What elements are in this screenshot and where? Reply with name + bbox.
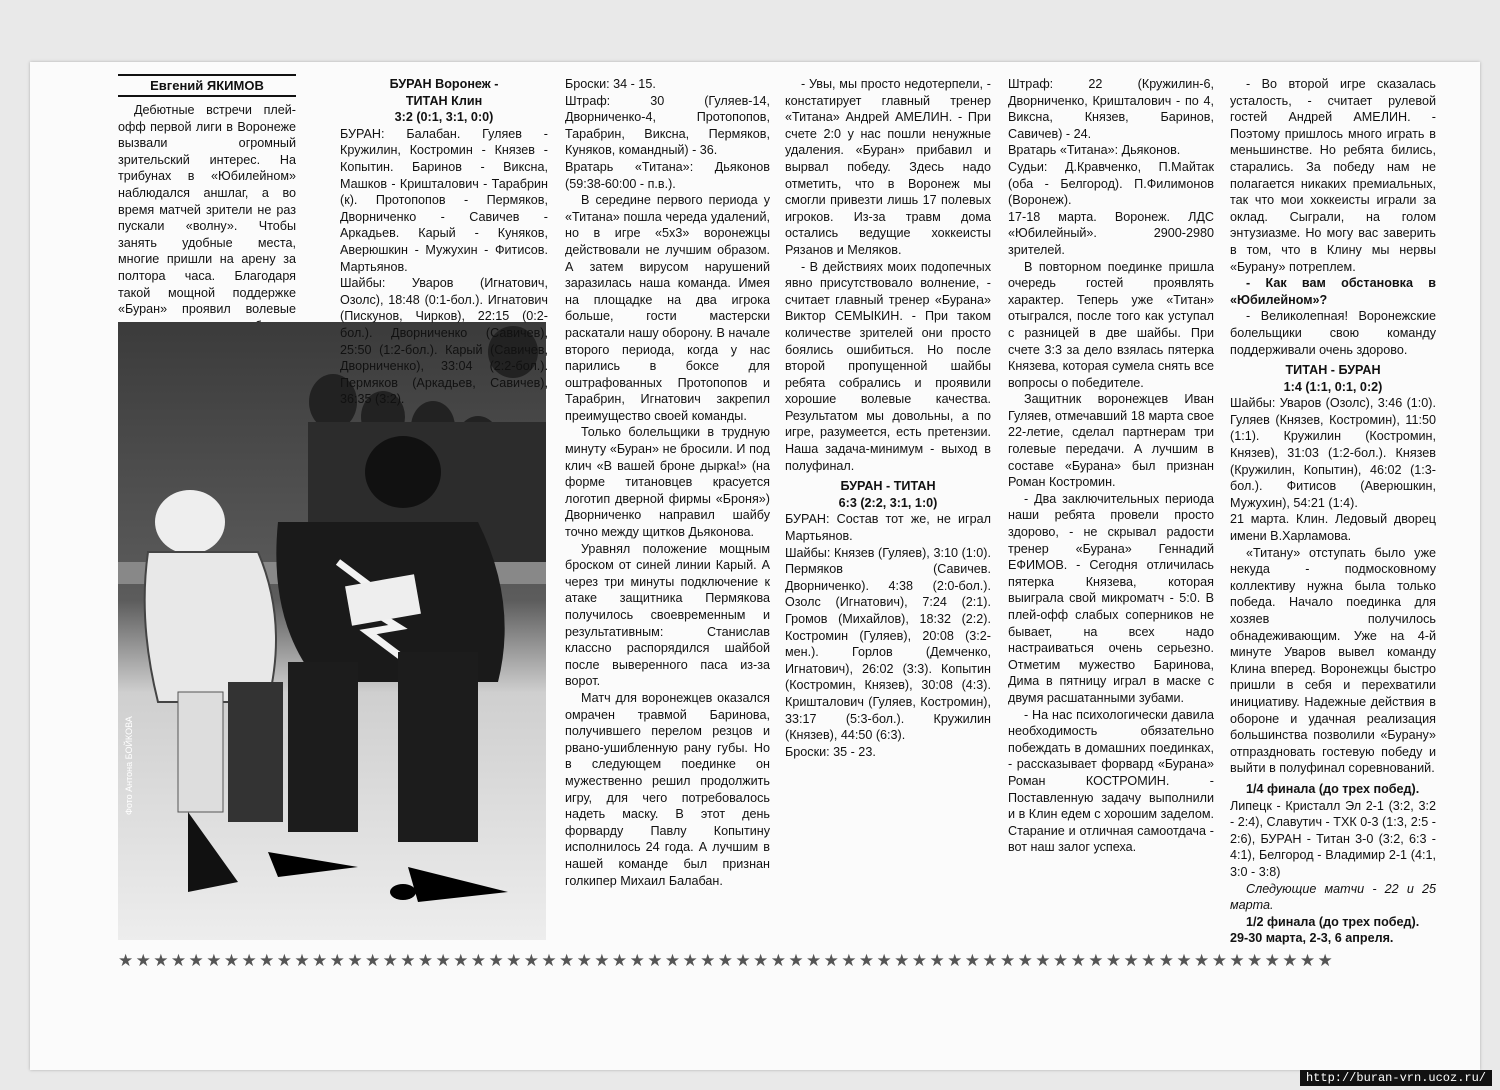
interview-answer: - Великолепная! Воронежские болельщики свою команду поддерживали очень здорово. <box>1230 309 1436 357</box>
hockey-players-image <box>118 322 546 940</box>
match2-title: БУРАН - ТИТАН <box>840 479 936 494</box>
match2-score: 6:3 (2:2, 3:1, 1:0) <box>838 495 938 510</box>
match3-score: 1:4 (1:1, 0:1, 0:2) <box>1283 379 1383 394</box>
match2-shots: Броски: 35 - 23. <box>785 744 876 759</box>
match1-paragraph: В середине первого периода у «Титана» пошла череда удалений, но в игре «5х3» воронежцы действовали не лучшим образом. А затем вирусом нарушений заразилась наша команда. Имея на площадке на два игрока больше, гости мастерски раскатали нашу оборону. В начале второго периода, когда у нас парились в боксе для оштрафованных Протопопов и Тарабрин, Игнатович закрепил преимущество своей команды. <box>565 193 770 423</box>
match3-venue: 21 марта. Клин. Ледовый дворец имени В.Харламова. <box>1230 512 1436 544</box>
hockey-photo <box>118 322 546 940</box>
match2-paragraph: - Во второй игре сказалась усталость, - считает рулевой гостей Андрей АМЕЛИН. - Поэтому пришлось много играть в меньшинстве. Но ребята бились, старались. За победу нам не полагается никаких премиальных, так что мои хоккеисты играли за оклад. Сыграли, на голом энтузиазме. Но могу вас заверить в том, что в Клину мы нервы «Бурану» потреплем. <box>1230 77 1436 274</box>
match2-goalie: Вратарь «Титана»: Дьяконов. <box>1008 143 1181 158</box>
match1-score: 3:2 (0:1, 3:1, 0:0) <box>394 110 494 125</box>
match1-goals: Шайбы: Уваров (Игнатович, Озолс), 18:48 (0:1-бол.). Игнатович (Пискунов, Чирков), 22:15 (0:2-бол.). Дворниченко (Савичев), 25:50 (1:2-бол.). Карый (Савичев, Дворниченко), 33:04 (2:2-бол.). Пермяков (Аркадьев, Савичев), 36:35 (3:2). <box>340 276 548 407</box>
match1-title-line2: ТИТАН Клин <box>405 93 483 108</box>
coach-quote-semykin: - В действиях моих подопечных явно присутствовало волнение, - считает главный тренер «Бурана» Виктор СЕМЫКИН. - При таком количестве зрителей они просто боялись ошибиться. Но после второй пропущенной шайбы ребята собрались и проявили хорошие волевые качества. Результатом мы довольны, а по игре, разумеется, есть претензии. Наша задача-минимум - выход в полуфинал. <box>785 259 991 473</box>
match1-report-column <box>565 76 770 940</box>
match2-lineup: БУРАН: Состав тот же, не играл Мартьянов. <box>785 512 991 544</box>
match3-column <box>1230 76 1436 946</box>
match1-shots: Броски: 34 - 15. <box>565 77 656 91</box>
match2-penalties: Штраф: 22 (Кружилин-6, Дворниченко, Кришталович - по 4, Виксна, Князев, Баринов, Савичев) - 24. <box>1008 77 1214 141</box>
source-url-link[interactable]: http://buran-vrn.ucoz.ru/ <box>1300 1070 1492 1086</box>
coach-quote-amelin: - Увы, мы просто недотерпели, - констатирует главный тренер «Титана» Андрей АМЕЛИН. - При счете 2:0 у нас пошли ненужные удаления. «Буран» прибавил и вырвал победу. Здесь надо отметить, что в Воронеж мы смогли привезти лишь 17 полевых игроков. Из-за травм дома остались ведущие хоккеисты Рязанов и Меляков. <box>785 77 991 257</box>
match1-penalties: Штраф: 30 (Гуляев-14, Дворниченко-4, Протопопов, Тарабрин, Виксна, Пермяков, Куняков, командный) - 36. <box>565 93 770 158</box>
match3-goals: Шайбы: Уваров (Озолс), 3:46 (1:0). Гуляев (Князев, Костромин), 11:50 (1:1). Кружилин (Костромин, Князев), 31:03 (1:2-бол.). Князев (Кружилин, Копытин), 46:02 (1:3-бол.). Фитисов (Аверюшкин, Мужухин), 54:21 (1:4). <box>1230 396 1436 510</box>
photo-credit: Фото Антона БОЙКОВА <box>124 716 134 815</box>
match2-paragraph: Защитник воронежцев Иван Гуляев, отмечавший 18 марта свое 22-летие, сделал партнерам три голевые передачи. А лучшим в составе «Бурана» был признан Роман Костромин. <box>1008 392 1214 490</box>
match1-paragraph: Только болельщики в трудную минуту «Буран» не бросили. И под клич «В вашей броне дырка!» (на форме титановцев красуется логотип дверной фирмы «Броня») Дворниченко направил шайбу точно между щитков Дьяконова. <box>565 425 770 540</box>
match2-paragraph: - На нас психологически давила необходимость обязательно побеждать в домашних поединках, - рассказывает форвард «Бурана» Роман КОСТРОМИН. - Поставленную задачу выполнили и в Клин едем с хорошим заделом. Старание и отличная самоотдача - вот наш залог успеха. <box>1008 707 1214 855</box>
coaches-column <box>785 76 991 940</box>
match1-title-line1: БУРАН Воронеж - <box>389 77 499 91</box>
match2-column <box>1008 76 1214 940</box>
match2-goals: Шайбы: Князев (Гуляев), 3:10 (1:0). Пермяков (Савичев. Дворниченко). 4:38 (2:0-бол.). Озолс (Игнатович), 7:24 (2:1). Громов (Михайлов), 18:32 (2:2). Костромин (Гуляев), 20:08 (3:2-мен.). Горлов (Демченко, Игнатович), 26:02 (3:3). Копытин (Костромин, Князев), 30:08 (4:3). Кришталович (Гуляев, Костромин), 33:17 (5:3-бол.). Кружилин (Князев), 44:50 (6:3). <box>785 545 991 743</box>
star-divider: ★★★★★★★★★★★★★★★★★★★★★★★★★★★★★★★★★★★★★★★★★★★★★★★★★★★★★★★★★★★★★★★★★★★★★ <box>118 951 1336 970</box>
match1-paragraph: Уравнял положение мощным броском от синей линии Карый. А через три минуты подключение к атаке защитника Пермякова получилось своевременным и результативным: Станислав классно распорядился шайбой после выверенного паса из-за ворот. <box>565 541 770 689</box>
match1-paragraph: Матч для воронежцев оказался омрачен травмой Баринова, получившего перелом резцов и рвано-ушибленную рану губы. Но в следующем поединке он мужественно решил продолжить игру, для чего потребовалось надеть маску. В этот день форварду Павлу Копытину исполнилось 24 года. А лучшим в нашей команде был признан голкипер Михаил Балабан. <box>565 690 770 888</box>
match3-paragraph: «Титану» отступать было уже некуда - подмосковному коллективу нужна была только победа. Начало поединка для хозяев получилось обнадеживающим. Уже на 4-й минуте Уваров вывел команду Клина вперед. Воронежцы быстро пришли в себя и перехватили инициативу. Надежные действия в обороне и удачная реализация большинства позволили «Бурану» отпраздновать гостевую победу и выйти в полуфинал соревнований. <box>1230 545 1436 776</box>
match2-paragraph: В повторном поединке пришла очередь гостей проявлять характер. Теперь уже «Титан» отыгрался, после того как уступал с разницей в две шайбы. При счете 3:3 за дело взялась пятерка Князева, которая сумела снять все вопросы о победителе. <box>1008 259 1214 390</box>
intro-column <box>118 102 296 316</box>
quarterfinals-results: Липецк - Кристалл Эл 2-1 (3:2, 3:2 - 2:4), Славутич - ТХК 0-3 (1:3, 2:5 - 2:6), БУРАН - Титан 3-0 (3:2, 6:3 - 4:1), Белгород - Владимир 2-1 (4:1, 3:0 - 3:8) <box>1230 798 1436 879</box>
next-matches: Следующие матчи - 22 и 25 марта. <box>1230 881 1436 913</box>
match1-lineup: БУРАН: Балабан. Гуляев - Кружилин, Костромин - Князев - Копытин. Баринов - Виксна, Машков - Кришталович - Тарабрин (к). Протопопов - Пермяков, Дворниченко - Савичев - Аркадьев. Карый - Куняков, Аверюшкин - Мужухин - Фитисов. Мартьянов. <box>340 126 548 274</box>
match2-paragraph: - Два заключительных периода наши ребята провели просто здорово, - не скрывал радости тренер «Бурана» Геннадий ЕФИМОВ. - Сегодня отличилась пятерка Князева, которая выиграла свой микроматч - 5:0. В плей-офф слабых соперников не бывает, на всех надо настраиваться очень серьезно. Отметим мужество Баринова, Дима в пятницу играл в маске с двумя расшатанными зубами. <box>1008 491 1214 705</box>
match2-referees: Судьи: Д.Кравченко, П.Майтак (оба - Белгород). П.Филимонов (Воронеж). <box>1008 159 1214 208</box>
match2-venue: 17-18 марта. Воронеж. ЛДС «Юбилейный». 2900-2980 зрителей. <box>1008 209 1214 257</box>
quarterfinals-title: 1/4 финала (до трех побед). <box>1246 781 1420 796</box>
interview-question: - Как вам обстановка в «Юбилейном»? <box>1230 276 1436 307</box>
match1-column <box>340 76 548 407</box>
match1-goalie: Вратарь «Титана»: Дьяконов (59:38-60:00 - п.в.). <box>565 159 770 191</box>
match3-title: ТИТАН - БУРАН <box>1285 363 1381 378</box>
semifinals-title: 1/2 финала (до трех побед). <box>1246 914 1420 929</box>
intro-paragraph: Дебютные встречи плей-офф первой лиги в Воронеже вызвали огромный зрительский интерес. На трибунах в «Юбилейном» наблюдался аншлаг, а во время матчей зрители не раз пускали «волну». Чтобы занять удобные места, многие пришли на арену за полтора часа. Благодаря такой мощной поддержке «Буран» проявил волевые <box>118 103 296 317</box>
author-byline: Евгений ЯКИМОВ <box>118 74 296 97</box>
semifinals-dates: 29-30 марта, 2-3, 6 апреля. <box>1230 931 1394 946</box>
